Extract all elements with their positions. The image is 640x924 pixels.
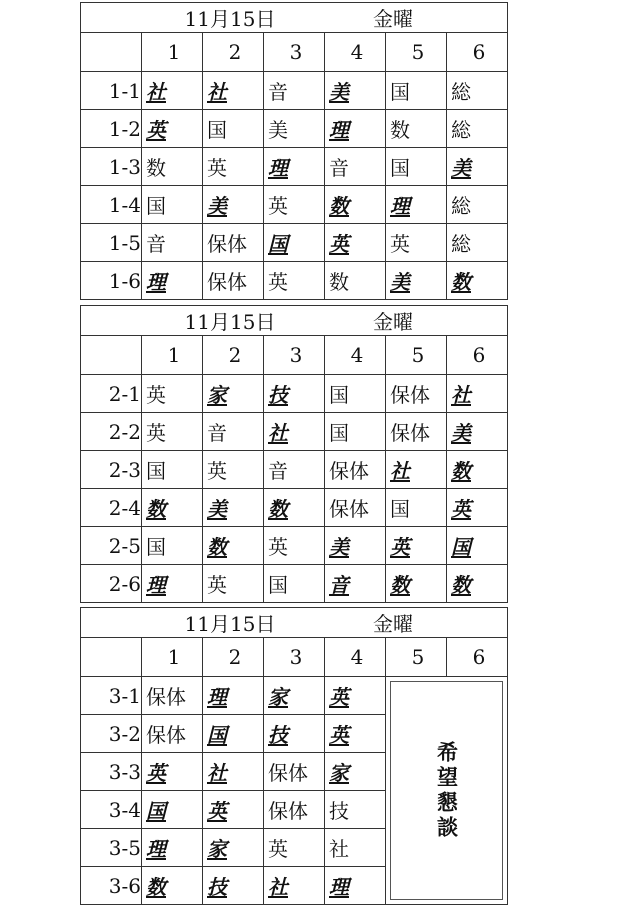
subject-emphasized: 美 <box>329 535 349 559</box>
class-row <box>81 110 508 148</box>
subject-cell <box>325 148 386 186</box>
subject-cell <box>142 565 203 603</box>
subject-label: 音 <box>268 80 288 104</box>
subject-label: 保体 <box>268 761 308 785</box>
period-header: 1 <box>142 336 203 375</box>
subject-cell <box>325 715 386 753</box>
period-header: 6 <box>447 336 508 375</box>
subject-cell <box>325 110 386 148</box>
subject-cell <box>386 489 447 527</box>
class-row <box>81 262 508 300</box>
subject-emphasized: 技 <box>268 723 288 747</box>
subject-cell <box>447 72 508 110</box>
subject-cell <box>142 867 203 905</box>
subject-label: 社 <box>329 837 349 861</box>
subject-cell <box>325 262 386 300</box>
subject-cell <box>203 489 264 527</box>
class-label: 2-3 <box>81 451 142 489</box>
subject-label: 音 <box>329 156 349 180</box>
date-label: 11月15日 <box>184 612 276 636</box>
subject-emphasized: 英 <box>329 232 349 256</box>
subject-cell <box>203 224 264 262</box>
subject-label: 音 <box>268 459 288 483</box>
subject-cell <box>142 262 203 300</box>
subject-label: 英 <box>268 270 288 294</box>
subject-cell <box>325 489 386 527</box>
subject-cell <box>203 565 264 603</box>
consultation-box <box>390 681 503 900</box>
class-label: 3-4 <box>81 791 142 829</box>
subject-cell <box>264 527 325 565</box>
timetable-grade-1 <box>80 2 508 300</box>
class-label: 1-2 <box>81 110 142 148</box>
subject-cell <box>264 186 325 224</box>
subject-cell <box>325 791 386 829</box>
subject-cell <box>264 677 325 715</box>
subject-label: 国 <box>146 194 166 218</box>
subject-emphasized: 社 <box>268 421 288 445</box>
period-header: 4 <box>325 336 386 375</box>
class-row <box>81 72 508 110</box>
subject-emphasized: 美 <box>207 194 227 218</box>
subject-cell <box>203 413 264 451</box>
subject-emphasized: 英 <box>390 535 410 559</box>
subject-emphasized: 社 <box>451 383 471 407</box>
subject-emphasized: 音 <box>329 573 349 597</box>
period-header: 3 <box>264 638 325 677</box>
subject-cell <box>386 186 447 224</box>
subject-label: 保体 <box>268 799 308 823</box>
period-header: 4 <box>325 33 386 72</box>
subject-label: 国 <box>390 497 410 521</box>
subject-cell <box>447 224 508 262</box>
subject-cell <box>447 148 508 186</box>
subject-cell <box>142 110 203 148</box>
period-header: 1 <box>142 638 203 677</box>
subject-cell <box>325 451 386 489</box>
subject-emphasized: 美 <box>207 497 227 521</box>
subject-cell <box>325 72 386 110</box>
subject-emphasized: 数 <box>451 459 471 483</box>
period-header: 2 <box>203 638 264 677</box>
subject-cell <box>325 677 386 715</box>
period-header-row <box>81 336 508 375</box>
class-label: 1-4 <box>81 186 142 224</box>
class-label: 3-3 <box>81 753 142 791</box>
subject-emphasized: 英 <box>329 723 349 747</box>
subject-cell <box>203 829 264 867</box>
subject-label: 総 <box>451 118 471 142</box>
subject-cell <box>142 72 203 110</box>
class-label: 2-4 <box>81 489 142 527</box>
subject-label: 国 <box>146 535 166 559</box>
date-label: 11月15日 <box>184 310 276 334</box>
subject-label: 技 <box>329 799 349 823</box>
class-row <box>81 148 508 186</box>
subject-cell <box>447 110 508 148</box>
subject-cell <box>447 262 508 300</box>
subject-cell <box>325 375 386 413</box>
subject-emphasized: 英 <box>146 118 166 142</box>
subject-cell <box>203 262 264 300</box>
subject-cell <box>142 791 203 829</box>
subject-label: 保体 <box>390 383 430 407</box>
subject-emphasized: 美 <box>390 270 410 294</box>
subject-cell <box>142 148 203 186</box>
weekday-label: 金曜 <box>373 612 413 636</box>
subject-cell <box>447 451 508 489</box>
class-row <box>81 489 508 527</box>
subject-cell <box>325 527 386 565</box>
subject-cell <box>203 375 264 413</box>
class-row <box>81 527 508 565</box>
subject-emphasized: 数 <box>207 535 227 559</box>
subject-emphasized: 美 <box>451 156 471 180</box>
subject-emphasized: 数 <box>329 194 349 218</box>
title-row <box>81 306 508 336</box>
subject-cell <box>264 110 325 148</box>
class-label: 1-6 <box>81 262 142 300</box>
subject-cell <box>203 527 264 565</box>
period-header-row <box>81 33 508 72</box>
subject-label: 総 <box>451 194 471 218</box>
subject-cell <box>264 565 325 603</box>
subject-emphasized: 理 <box>329 875 349 899</box>
class-label: 2-6 <box>81 565 142 603</box>
class-label: 3-5 <box>81 829 142 867</box>
subject-cell <box>203 791 264 829</box>
period-header: 2 <box>203 33 264 72</box>
period-header: 4 <box>325 638 386 677</box>
subject-emphasized: 数 <box>451 270 471 294</box>
period-header: 5 <box>386 638 447 677</box>
subject-emphasized: 社 <box>146 80 166 104</box>
subject-label: 保体 <box>207 232 247 256</box>
timetable-grade-3 <box>80 607 508 905</box>
subject-label: 保体 <box>146 723 186 747</box>
subject-emphasized: 社 <box>268 875 288 899</box>
subject-label: 保体 <box>390 421 430 445</box>
subject-cell <box>203 715 264 753</box>
subject-cell <box>142 753 203 791</box>
subject-emphasized: 理 <box>146 837 166 861</box>
subject-cell <box>447 375 508 413</box>
subject-cell <box>264 375 325 413</box>
corner-cell <box>81 336 142 375</box>
subject-label: 英 <box>146 383 166 407</box>
class-label: 3-1 <box>81 677 142 715</box>
subject-cell <box>447 186 508 224</box>
class-row <box>81 565 508 603</box>
title-row <box>81 3 508 33</box>
class-label: 3-2 <box>81 715 142 753</box>
subject-cell <box>264 262 325 300</box>
subject-emphasized: 家 <box>329 761 349 785</box>
subject-emphasized: 理 <box>146 270 166 294</box>
subject-cell <box>203 186 264 224</box>
period-header: 5 <box>386 336 447 375</box>
subject-cell <box>203 148 264 186</box>
subject-cell <box>386 451 447 489</box>
subject-cell <box>264 715 325 753</box>
subject-emphasized: 国 <box>451 535 471 559</box>
subject-label: 音 <box>207 421 227 445</box>
subject-cell <box>386 262 447 300</box>
subject-emphasized: 理 <box>329 118 349 142</box>
subject-cell <box>203 867 264 905</box>
subject-cell <box>142 829 203 867</box>
subject-emphasized: 国 <box>146 799 166 823</box>
subject-emphasized: 数 <box>268 497 288 521</box>
class-label: 1-1 <box>81 72 142 110</box>
subject-cell <box>325 829 386 867</box>
subject-cell <box>325 413 386 451</box>
title-row <box>81 608 508 638</box>
period-header: 1 <box>142 33 203 72</box>
class-label: 2-5 <box>81 527 142 565</box>
subject-cell <box>203 753 264 791</box>
period-header: 2 <box>203 336 264 375</box>
subject-cell <box>264 753 325 791</box>
class-row <box>81 224 508 262</box>
subject-label: 英 <box>390 232 410 256</box>
subject-label: 英 <box>268 535 288 559</box>
subject-emphasized: 英 <box>207 799 227 823</box>
subject-emphasized: 国 <box>268 232 288 256</box>
subject-cell <box>142 224 203 262</box>
subject-emphasized: 社 <box>207 80 227 104</box>
subject-emphasized: 社 <box>207 761 227 785</box>
subject-label: 総 <box>451 80 471 104</box>
subject-label: 国 <box>146 459 166 483</box>
subject-cell <box>203 110 264 148</box>
subject-emphasized: 数 <box>146 875 166 899</box>
period-header: 5 <box>386 33 447 72</box>
period-header: 3 <box>264 33 325 72</box>
subject-label: 英 <box>268 194 288 218</box>
subject-label: 音 <box>146 232 166 256</box>
class-row <box>81 375 508 413</box>
subject-cell <box>386 224 447 262</box>
subject-cell <box>142 715 203 753</box>
subject-cell <box>386 527 447 565</box>
subject-emphasized: 美 <box>329 80 349 104</box>
subject-emphasized: 技 <box>268 383 288 407</box>
subject-emphasized: 理 <box>146 573 166 597</box>
subject-cell <box>386 413 447 451</box>
subject-cell <box>447 527 508 565</box>
class-row <box>81 413 508 451</box>
subject-emphasized: 理 <box>268 156 288 180</box>
subject-cell <box>325 186 386 224</box>
subject-emphasized: 英 <box>329 685 349 709</box>
subject-cell <box>386 72 447 110</box>
subject-label: 数 <box>329 270 349 294</box>
subject-emphasized: 美 <box>451 421 471 445</box>
subject-cell <box>142 489 203 527</box>
class-label: 3-6 <box>81 867 142 905</box>
weekday-label: 金曜 <box>373 7 413 31</box>
subject-label: 保体 <box>329 459 369 483</box>
subject-cell <box>264 413 325 451</box>
subject-emphasized: 理 <box>207 685 227 709</box>
period-header-row <box>81 638 508 677</box>
subject-emphasized: 英 <box>451 497 471 521</box>
subject-cell <box>325 565 386 603</box>
subject-label: 英 <box>207 156 227 180</box>
subject-cell <box>325 867 386 905</box>
subject-cell <box>264 451 325 489</box>
subject-emphasized: 社 <box>390 459 410 483</box>
subject-label: 国 <box>329 421 349 445</box>
corner-cell <box>81 638 142 677</box>
class-label: 2-1 <box>81 375 142 413</box>
subject-label: 国 <box>390 156 410 180</box>
subject-cell <box>142 413 203 451</box>
subject-emphasized: 数 <box>451 573 471 597</box>
subject-emphasized: 家 <box>207 383 227 407</box>
subject-cell <box>142 677 203 715</box>
subject-cell <box>142 375 203 413</box>
subject-label: 数 <box>390 118 410 142</box>
subject-label: 保体 <box>329 497 369 521</box>
subject-label: 英 <box>268 837 288 861</box>
subject-label: 総 <box>451 232 471 256</box>
subject-label: 美 <box>268 118 288 142</box>
class-label: 1-3 <box>81 148 142 186</box>
subject-cell <box>325 753 386 791</box>
subject-cell <box>264 867 325 905</box>
consultation-label: 希望懇談 <box>434 740 459 841</box>
subject-emphasized: 技 <box>207 875 227 899</box>
date-label: 11月15日 <box>184 7 276 31</box>
subject-label: 国 <box>268 573 288 597</box>
subject-emphasized: 理 <box>390 194 410 218</box>
title-cell <box>81 608 508 638</box>
corner-cell <box>81 33 142 72</box>
title-cell <box>81 3 508 33</box>
subject-label: 保体 <box>146 685 186 709</box>
subject-cell <box>264 224 325 262</box>
subject-cell <box>264 489 325 527</box>
subject-cell <box>203 72 264 110</box>
subject-emphasized: 英 <box>146 761 166 785</box>
subject-label: 英 <box>207 459 227 483</box>
title-cell <box>81 306 508 336</box>
subject-cell <box>142 527 203 565</box>
subject-cell <box>386 565 447 603</box>
class-row <box>81 451 508 489</box>
subject-cell <box>386 148 447 186</box>
subject-label: 数 <box>146 156 166 180</box>
subject-cell <box>264 72 325 110</box>
subject-cell <box>447 489 508 527</box>
subject-emphasized: 数 <box>390 573 410 597</box>
subject-label: 英 <box>207 573 227 597</box>
subject-emphasized: 数 <box>146 497 166 521</box>
subject-cell <box>447 413 508 451</box>
subject-cell <box>325 224 386 262</box>
weekday-label: 金曜 <box>373 310 413 334</box>
subject-cell <box>264 148 325 186</box>
subject-emphasized: 家 <box>207 837 227 861</box>
subject-cell <box>264 791 325 829</box>
subject-label: 国 <box>207 118 227 142</box>
period-header: 3 <box>264 336 325 375</box>
consultation-cell <box>386 677 508 905</box>
subject-label: 国 <box>329 383 349 407</box>
subject-cell <box>386 375 447 413</box>
subject-cell <box>142 451 203 489</box>
subject-emphasized: 家 <box>268 685 288 709</box>
subject-cell <box>203 451 264 489</box>
period-header: 6 <box>447 638 508 677</box>
class-label: 1-5 <box>81 224 142 262</box>
subject-cell <box>447 565 508 603</box>
class-label: 2-2 <box>81 413 142 451</box>
class-row <box>81 186 508 224</box>
subject-label: 保体 <box>207 270 247 294</box>
subject-cell <box>264 829 325 867</box>
class-row <box>81 677 508 715</box>
subject-label: 国 <box>390 80 410 104</box>
period-header: 6 <box>447 33 508 72</box>
subject-cell <box>142 186 203 224</box>
subject-emphasized: 国 <box>207 723 227 747</box>
subject-cell <box>203 677 264 715</box>
subject-label: 英 <box>146 421 166 445</box>
subject-cell <box>386 110 447 148</box>
timetable-grade-2 <box>80 305 508 603</box>
